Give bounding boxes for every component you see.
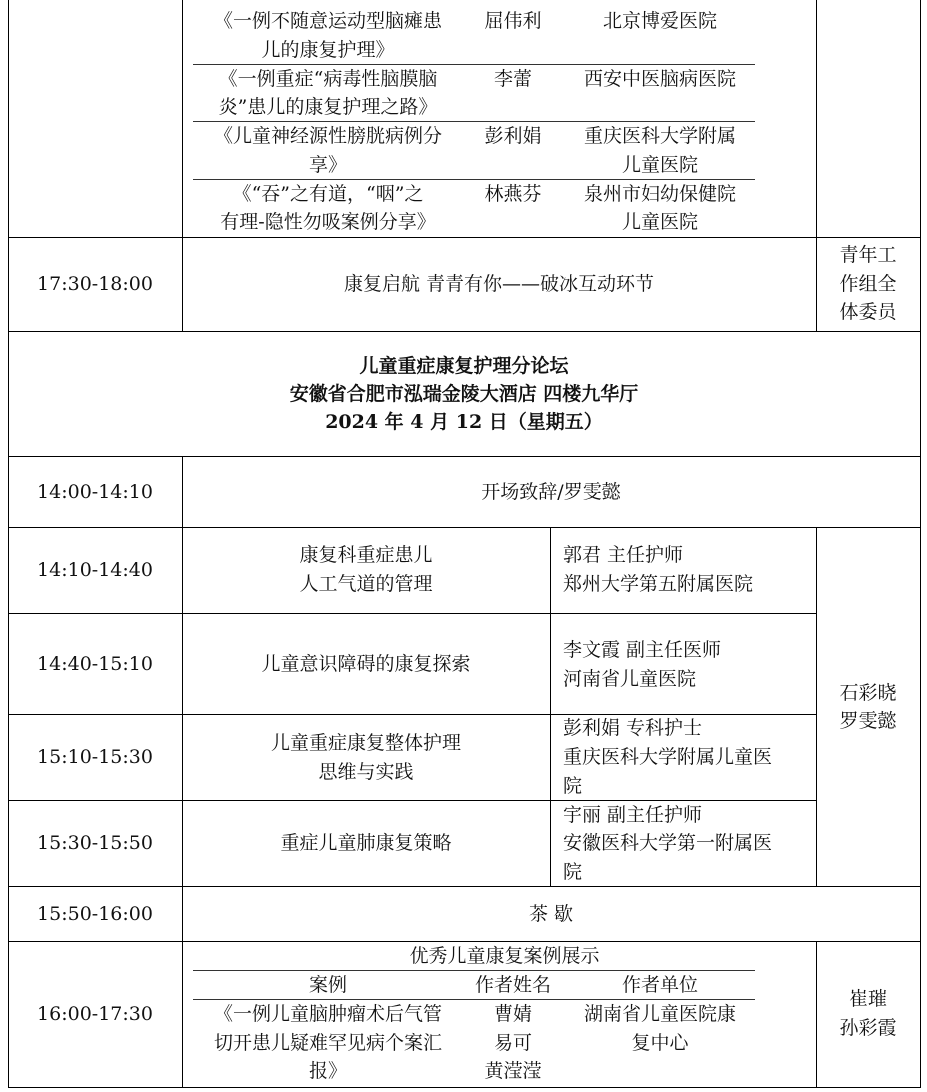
talk-title-line1: 儿童重症康复整体护理 (270, 732, 461, 754)
case-title-line2: 享》 (308, 154, 347, 176)
case-unit-line1: 泉州市妇幼保健院 (583, 183, 736, 205)
talk-time: 14:40-15:10 (37, 653, 153, 675)
talk-speaker-line2: 河南省儿童医院 (563, 668, 697, 690)
talk-title-line2: 思维与实践 (318, 761, 414, 783)
icebreak-time: 17:30-18:00 (37, 273, 153, 295)
case-show-author-line3: 黄滢滢 (484, 1060, 542, 1082)
talk-title-line1: 重症儿童肺康复策略 (280, 832, 452, 854)
talk-time: 15:30-15:50 (37, 832, 153, 854)
talk-speaker-line3: 院 (563, 861, 583, 883)
case-show-unit-line2: 复中心 (631, 1032, 689, 1054)
tea-break-title: 茶 歇 (528, 903, 574, 925)
forum-date: 2024 年 4 月 12 日（星期五） (325, 411, 603, 433)
case-title-line1: 《儿童神经源性膀胱病例分 (213, 125, 442, 147)
opening-time: 14:00-14:10 (37, 481, 153, 503)
case-unit-line2: 儿童医院 (621, 211, 698, 233)
talk-host-line1: 石彩晓 (839, 682, 897, 704)
case-show-host-line1: 崔璀 (848, 988, 887, 1010)
talk-speaker-line2: 安徽医科大学第一附属医 (563, 832, 773, 854)
case-title-line1: 《一例重症“病毒性脑膜脑 (218, 68, 438, 90)
talk-speaker-line3: 院 (563, 775, 583, 797)
case-unit-line1: 重庆医科大学附属 (583, 125, 736, 147)
case-author: 彭利娟 (484, 125, 542, 147)
case-title-line2: 儿的康复护理》 (261, 39, 395, 61)
case-author: 林燕芬 (484, 183, 542, 205)
case-unit-line2: 儿童医院 (621, 154, 698, 176)
talk-speaker-line1: 郭君 主任护师 (563, 544, 684, 566)
talk-speaker-line1: 彭利娟 专科护士 (563, 717, 703, 739)
case-author: 李蕾 (493, 68, 532, 90)
case-show-case-line1: 《一例儿童脑肿瘤术后气管 (213, 1003, 442, 1025)
icebreak-host-line2: 作组全 (839, 273, 897, 295)
case-unit-line1: 北京博爱医院 (602, 10, 717, 32)
icebreak-title: 康复启航 青青有你——破冰互动环节 (343, 273, 655, 295)
talk-speaker-line1: 宇丽 副主任护师 (563, 804, 703, 826)
talk-time: 15:10-15:30 (37, 746, 153, 768)
case-show-case-line3: 报》 (308, 1060, 347, 1082)
talk-title-line1: 康复科重症患儿 (299, 544, 433, 566)
case-title-line1: 《“吞”之有道，“咽”之 (232, 183, 424, 205)
case-show-author-line1: 曹婧 (493, 1003, 532, 1025)
talk-title-line1: 儿童意识障碍的康复探索 (261, 653, 471, 675)
talk-speaker-line2: 郑州大学第五附属医院 (563, 573, 754, 595)
forum-venue: 安徽省合肥市泓瑞金陵大酒店 四楼九华厅 (289, 383, 639, 405)
case-show-time: 16:00-17:30 (37, 1003, 153, 1025)
case-unit-line1: 西安中医脑病医院 (583, 68, 736, 90)
case-show-unit-line1: 湖南省儿童医院康 (583, 1003, 736, 1025)
talk-speaker-line1: 李文霞 副主任医师 (563, 639, 722, 661)
case-show-host-line2: 孙彩霞 (839, 1017, 897, 1039)
col-header-case: 案例 (308, 974, 347, 996)
talk-host-line2: 罗雯懿 (839, 710, 897, 732)
case-title-line2: 炎”患儿的康复护理之路》 (218, 96, 438, 118)
icebreak-host-line3: 体委员 (839, 301, 897, 323)
case-show-author-line2: 易可 (493, 1032, 532, 1054)
col-header-author: 作者姓名 (474, 974, 551, 996)
case-show-title: 优秀儿童康复案例展示 (409, 945, 600, 967)
col-header-unit: 作者单位 (621, 974, 698, 996)
opening-title: 开场致辞/罗雯懿 (481, 481, 621, 503)
case-show-case-line2: 切开患儿疑难罕见病个案汇 (213, 1032, 442, 1054)
talk-title-line2: 人工气道的管理 (299, 573, 433, 595)
forum-title: 儿童重症康复护理分论坛 (359, 355, 569, 377)
case-author: 屈伟利 (484, 10, 542, 32)
case-title-line1: 《一例不随意运动型脑瘫患 (213, 10, 442, 32)
tea-break-time: 15:50-16:00 (37, 903, 153, 925)
icebreak-host-line1: 青年工 (839, 244, 897, 266)
talk-time: 14:10-14:40 (37, 559, 153, 581)
case-title-line2: 有理-隐性勿吸案例分享》 (220, 211, 436, 233)
talk-speaker-line2: 重庆医科大学附属儿童医 (563, 746, 773, 768)
